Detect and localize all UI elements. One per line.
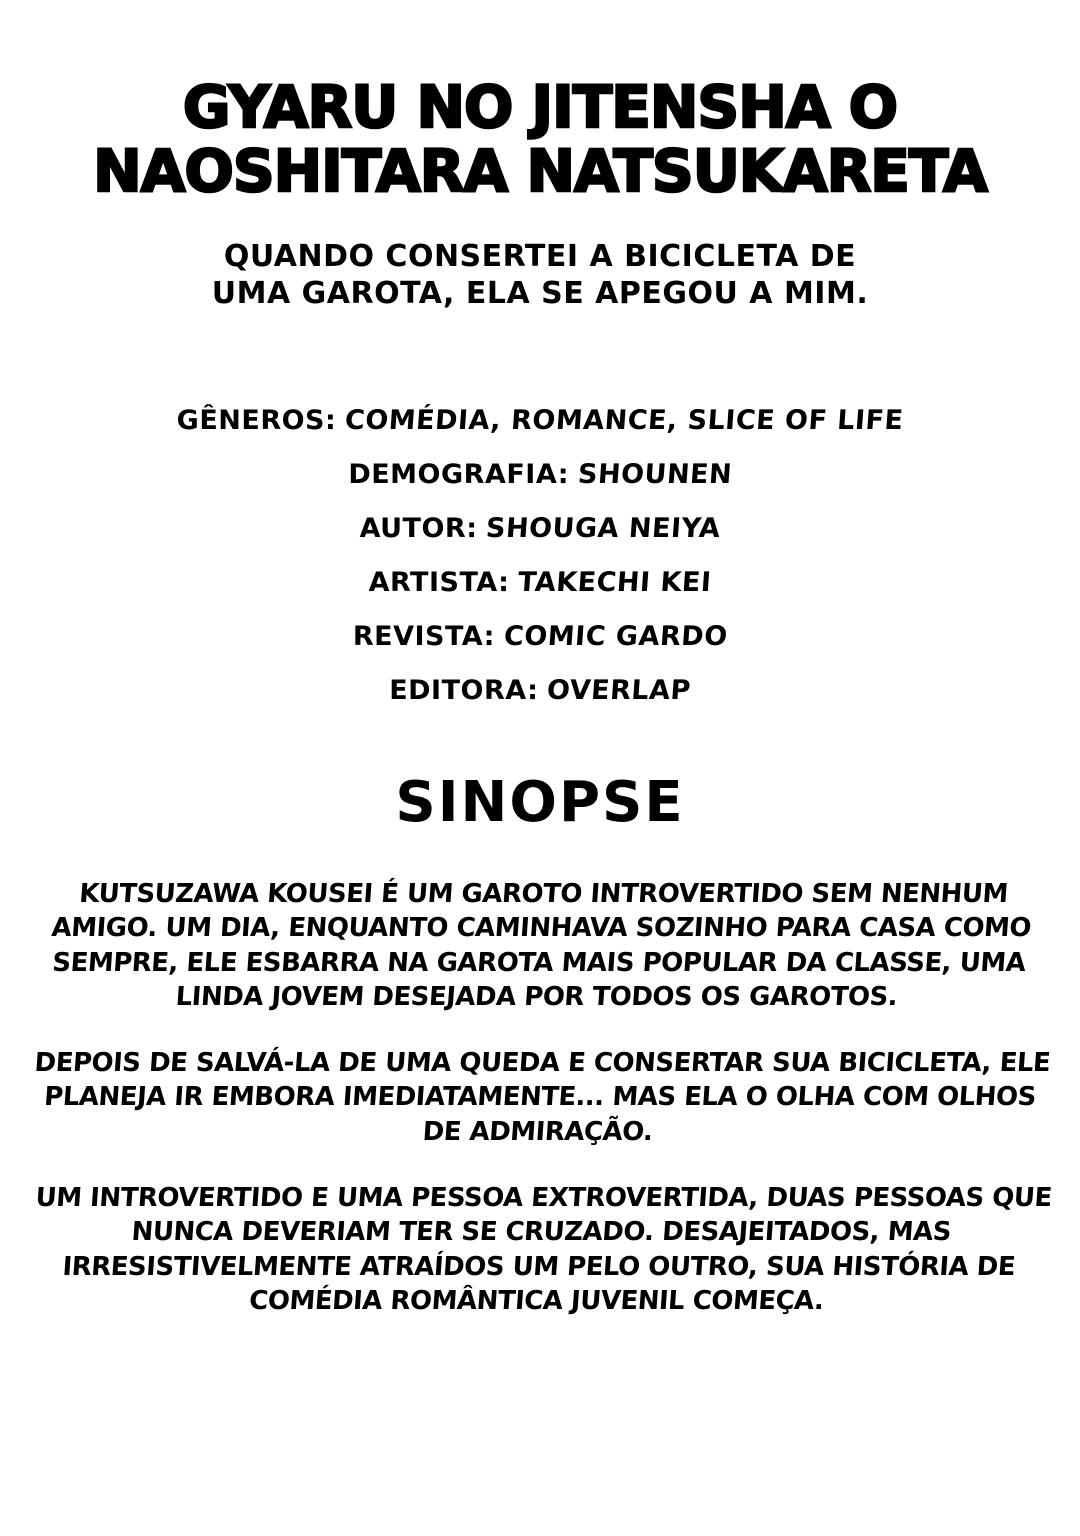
metadata-row-publisher xyxy=(0,675,1080,706)
metadata-value: COMÉDIA, ROMANCE, SLICE OF LIFE xyxy=(343,404,905,436)
metadata-label: ARTISTA: xyxy=(368,566,510,598)
synopsis-paragraph: KUTSUZAWA KOUSEI É UM GAROTO INTROVERTIDO SEM NENHUM AMIGO. UM DIA, ENQUANTO CAMINHAVA SOZINHO PARA CASA COMO SEMPRE, ELE ESBARRA NA GAROTA MAIS POPULAR DA CLASSE, UMA LINDA JOVEM DESEJADA POR TODOS OS GAROTOS. xyxy=(50,878,1032,1012)
synopsis-paragraph: UM INTROVERTIDO E UMA PESSOA EXTROVERTIDA, DUAS PESSOAS QUE NUNCA DEVERIAM TER SE CRUZADO. DESAJEITADOS, MAS IRRESISTIVELMENTE ATRAÍDOS UM PELO OUTRO, SUA HISTÓRIA DE COMÉDIA ROMÂNTICA JUVENIL COMEÇA. xyxy=(34,1183,1053,1316)
metadata-label: GÊNEROS: xyxy=(176,404,337,436)
synopsis-paragraph: DEPOIS DE SALVÁ-LA DE UMA QUEDA E CONSERTAR SUA BICICLETA, ELE PLANEJA IR EMBORA IMEDIATAMENTE... MAS ELA O OLHA COM OLHOS DE ADMIRAÇÃO. xyxy=(33,1048,1052,1147)
page-title: GYARU NO JITENSHA O NAOSHITARA NATSUKARETA xyxy=(93,73,987,205)
metadata-row-magazine xyxy=(0,621,1080,652)
metadata-label: DEMOGRAFIA: xyxy=(348,458,570,490)
metadata-value: COMIC GARDO xyxy=(502,620,729,652)
page-subtitle: QUANDO CONSERTEI A BICICLETA DE UMA GAROTA, ELA SE APEGOU A MIM. xyxy=(211,238,869,312)
metadata-value: SHOUGA NEIYA xyxy=(485,512,722,544)
metadata-row-genres xyxy=(0,405,1080,436)
metadata-list xyxy=(0,405,1080,706)
metadata-label: EDITORA: xyxy=(389,674,539,706)
metadata-label: AUTOR: xyxy=(359,512,478,544)
metadata-row-author xyxy=(0,513,1080,544)
synopsis-heading: SINOPSE xyxy=(395,769,685,835)
metadata-row-artist xyxy=(0,567,1080,598)
metadata-value: SHOUNEN xyxy=(576,458,733,490)
metadata-value: TAKECHI KEI xyxy=(516,566,713,598)
metadata-label: REVISTA: xyxy=(352,620,495,652)
metadata-value: OVERLAP xyxy=(545,674,692,706)
metadata-row-demographic xyxy=(0,459,1080,490)
